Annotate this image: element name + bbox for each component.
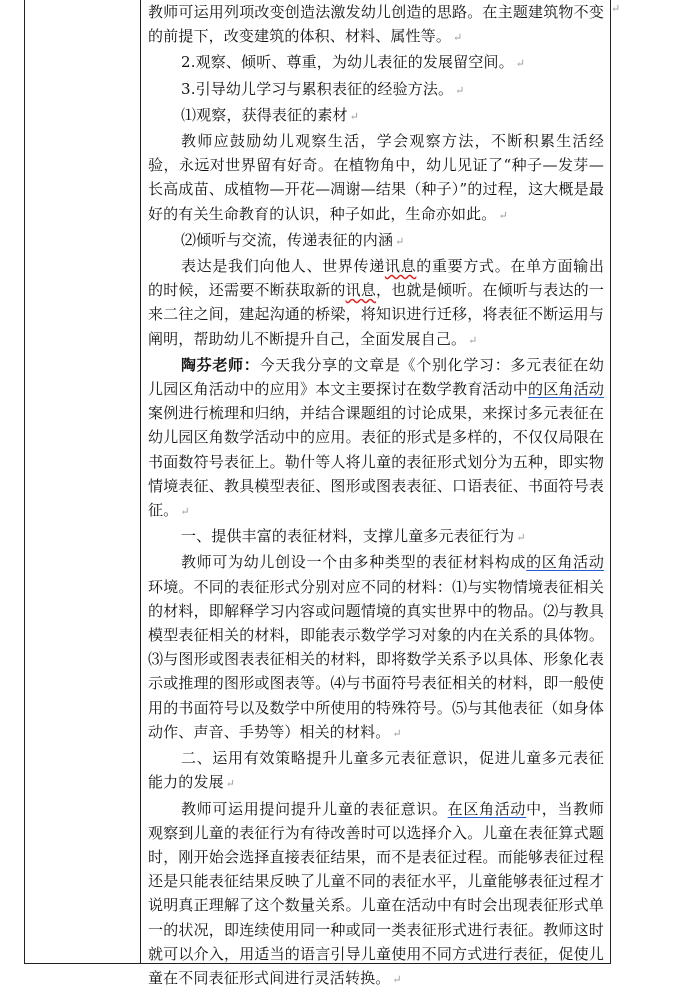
paragraph-mark: ↵ — [392, 727, 401, 740]
content-cell — [148, 0, 604, 992]
paragraph-mark: ↵ — [392, 973, 401, 986]
paragraph-materials: 教师可为幼儿创设一个由多种类型的表征材料构成的区角活动环境。不同的表征形式分别对应不同的材料：⑴与实物情境表征相关的材料，即解释学习内容或问题情境的真实世界中的物品。⑵与教具模型表征相关的材料，即能表示数学学习对象的内在关系的具体物。⑶与图形或图表表征相关的材料，即将数学关系予以具体、形象化表示或推理的图形或图表等。⑷与书面符号表征相关的材料，即一般使用的书面符号以及数学中所使用的特殊符号。⑸与其他表征（如身体动作、声音、手势等）相关的材料。 ↵ — [148, 550, 604, 746]
paragraph-mark: ↵ — [180, 505, 189, 518]
paragraph-mark: ↵ — [498, 209, 507, 222]
paragraph-mark: ↵ — [226, 777, 235, 790]
paragraph-mark: ↵ — [395, 235, 404, 248]
section-heading-2: 二、运用有效策略提升儿童多元表征意识，促进儿童多元表征能力的发展 ↵ — [148, 746, 604, 796]
paragraph-tao-fen: 陶芬老师：今天我分享的文章是《个别化学习：多元表征在幼儿园区角活动中的应用》本文主要探讨在数学教育活动中的区角活动案例进行梳理和归纳，并结合课题组的讨论成果，来探讨多元表征在幼儿园区角数学活动中的应用。表征的形式是多样的，不仅仅局限在书面数符号表征上。勒什等人将儿童的表征形式划分为五种，即实物情境表征、教具模型表征、图形或图表表征、口语表征、书面符号表征。 ↵ — [148, 353, 604, 524]
spellcheck-word: 讯息 — [385, 257, 416, 275]
link-corner-activity[interactable]: 的区角活动 — [528, 380, 604, 398]
paragraph-mark: ↵ — [468, 334, 477, 347]
paragraph-mark: ↵ — [516, 531, 525, 544]
spellcheck-word: 讯息 — [346, 281, 376, 299]
paragraph-1: 教师可运用列项改变创造法激发幼儿创造的思路。在主题建筑物不变的前提下，改变建筑的体积、材料、属性等。 ↵ — [148, 0, 604, 50]
paragraph-observe: 教师应鼓励幼儿观察生活，学会观察方法，不断积累生活经验，永远对世界留有好奇。在植物角中，幼儿见证了“种子—发芽—长高成苗、成植物—开花—凋谢—结果（种子）”的过程，这大概是最好的有关生命教育的认识，种子如此，生命亦如此。 ↵ — [148, 129, 604, 228]
paragraph-strategy: 教师可运用提问提升儿童的表征意识。在区角活动中，当教师观察到儿童的表征行为有待改善时可以选择介入。儿童在表征算式题时，刚开始会选择直接表征结果，而不是表征过程。而能够表征过程还是只能表征结果反映了儿童不同的表征水平，儿童能够表征过程才说明真正理解了这个数量关系。儿童在活动中有时会出现表征形式单一的状况，即连续使用同一种或同一类表征形式进行表征。教师这时就可以介入，用适当的语言引导儿童使用不同方式进行表征，促使儿童在不同表征形式间进行灵活转换。 ↵ — [148, 797, 604, 992]
section-heading-1: 一、提供丰富的表征材料，支撑儿童多元表征行为 ↵ — [148, 524, 604, 550]
link-corner-activity[interactable]: 的区角活动 — [526, 553, 604, 571]
link-corner-activity[interactable]: 在区角活动 — [448, 800, 526, 818]
paragraph-listen: 表达是我们向他人、世界传递讯息的重要方式。在单方面输出的时候，还需要不断获取新的讯息，也就是倾听。在倾听与表达的一来二往之间，建起沟通的桥梁，将知识进行迁移，将表征不断运用与阐明，帮助幼儿不断提升自己，全面发展自己。 ↵ — [148, 254, 604, 353]
heading-3: 3.引导幼儿学习与累积表征的经验方法。 ↵ — [148, 77, 604, 103]
paragraph-mark: ↵ — [516, 57, 525, 70]
heading-2: 2.观察、倾听、尊重，为幼儿表征的发展留空间。 ↵ — [148, 50, 604, 76]
paragraph-mark: ↵ — [350, 110, 359, 123]
paragraph-mark: ↵ — [455, 84, 464, 97]
speaker-name: 陶芬老师： — [181, 356, 259, 374]
subheading-observe: ⑴观察，获得表征的素材 ↵ — [148, 103, 604, 129]
column-divider — [140, 0, 141, 964]
subheading-listen: ⑵倾听与交流，传递表征的内涵 ↵ — [148, 228, 604, 254]
paragraph-mark: ↵ — [453, 31, 462, 44]
row-end-mark: ↵ — [611, 2, 620, 15]
